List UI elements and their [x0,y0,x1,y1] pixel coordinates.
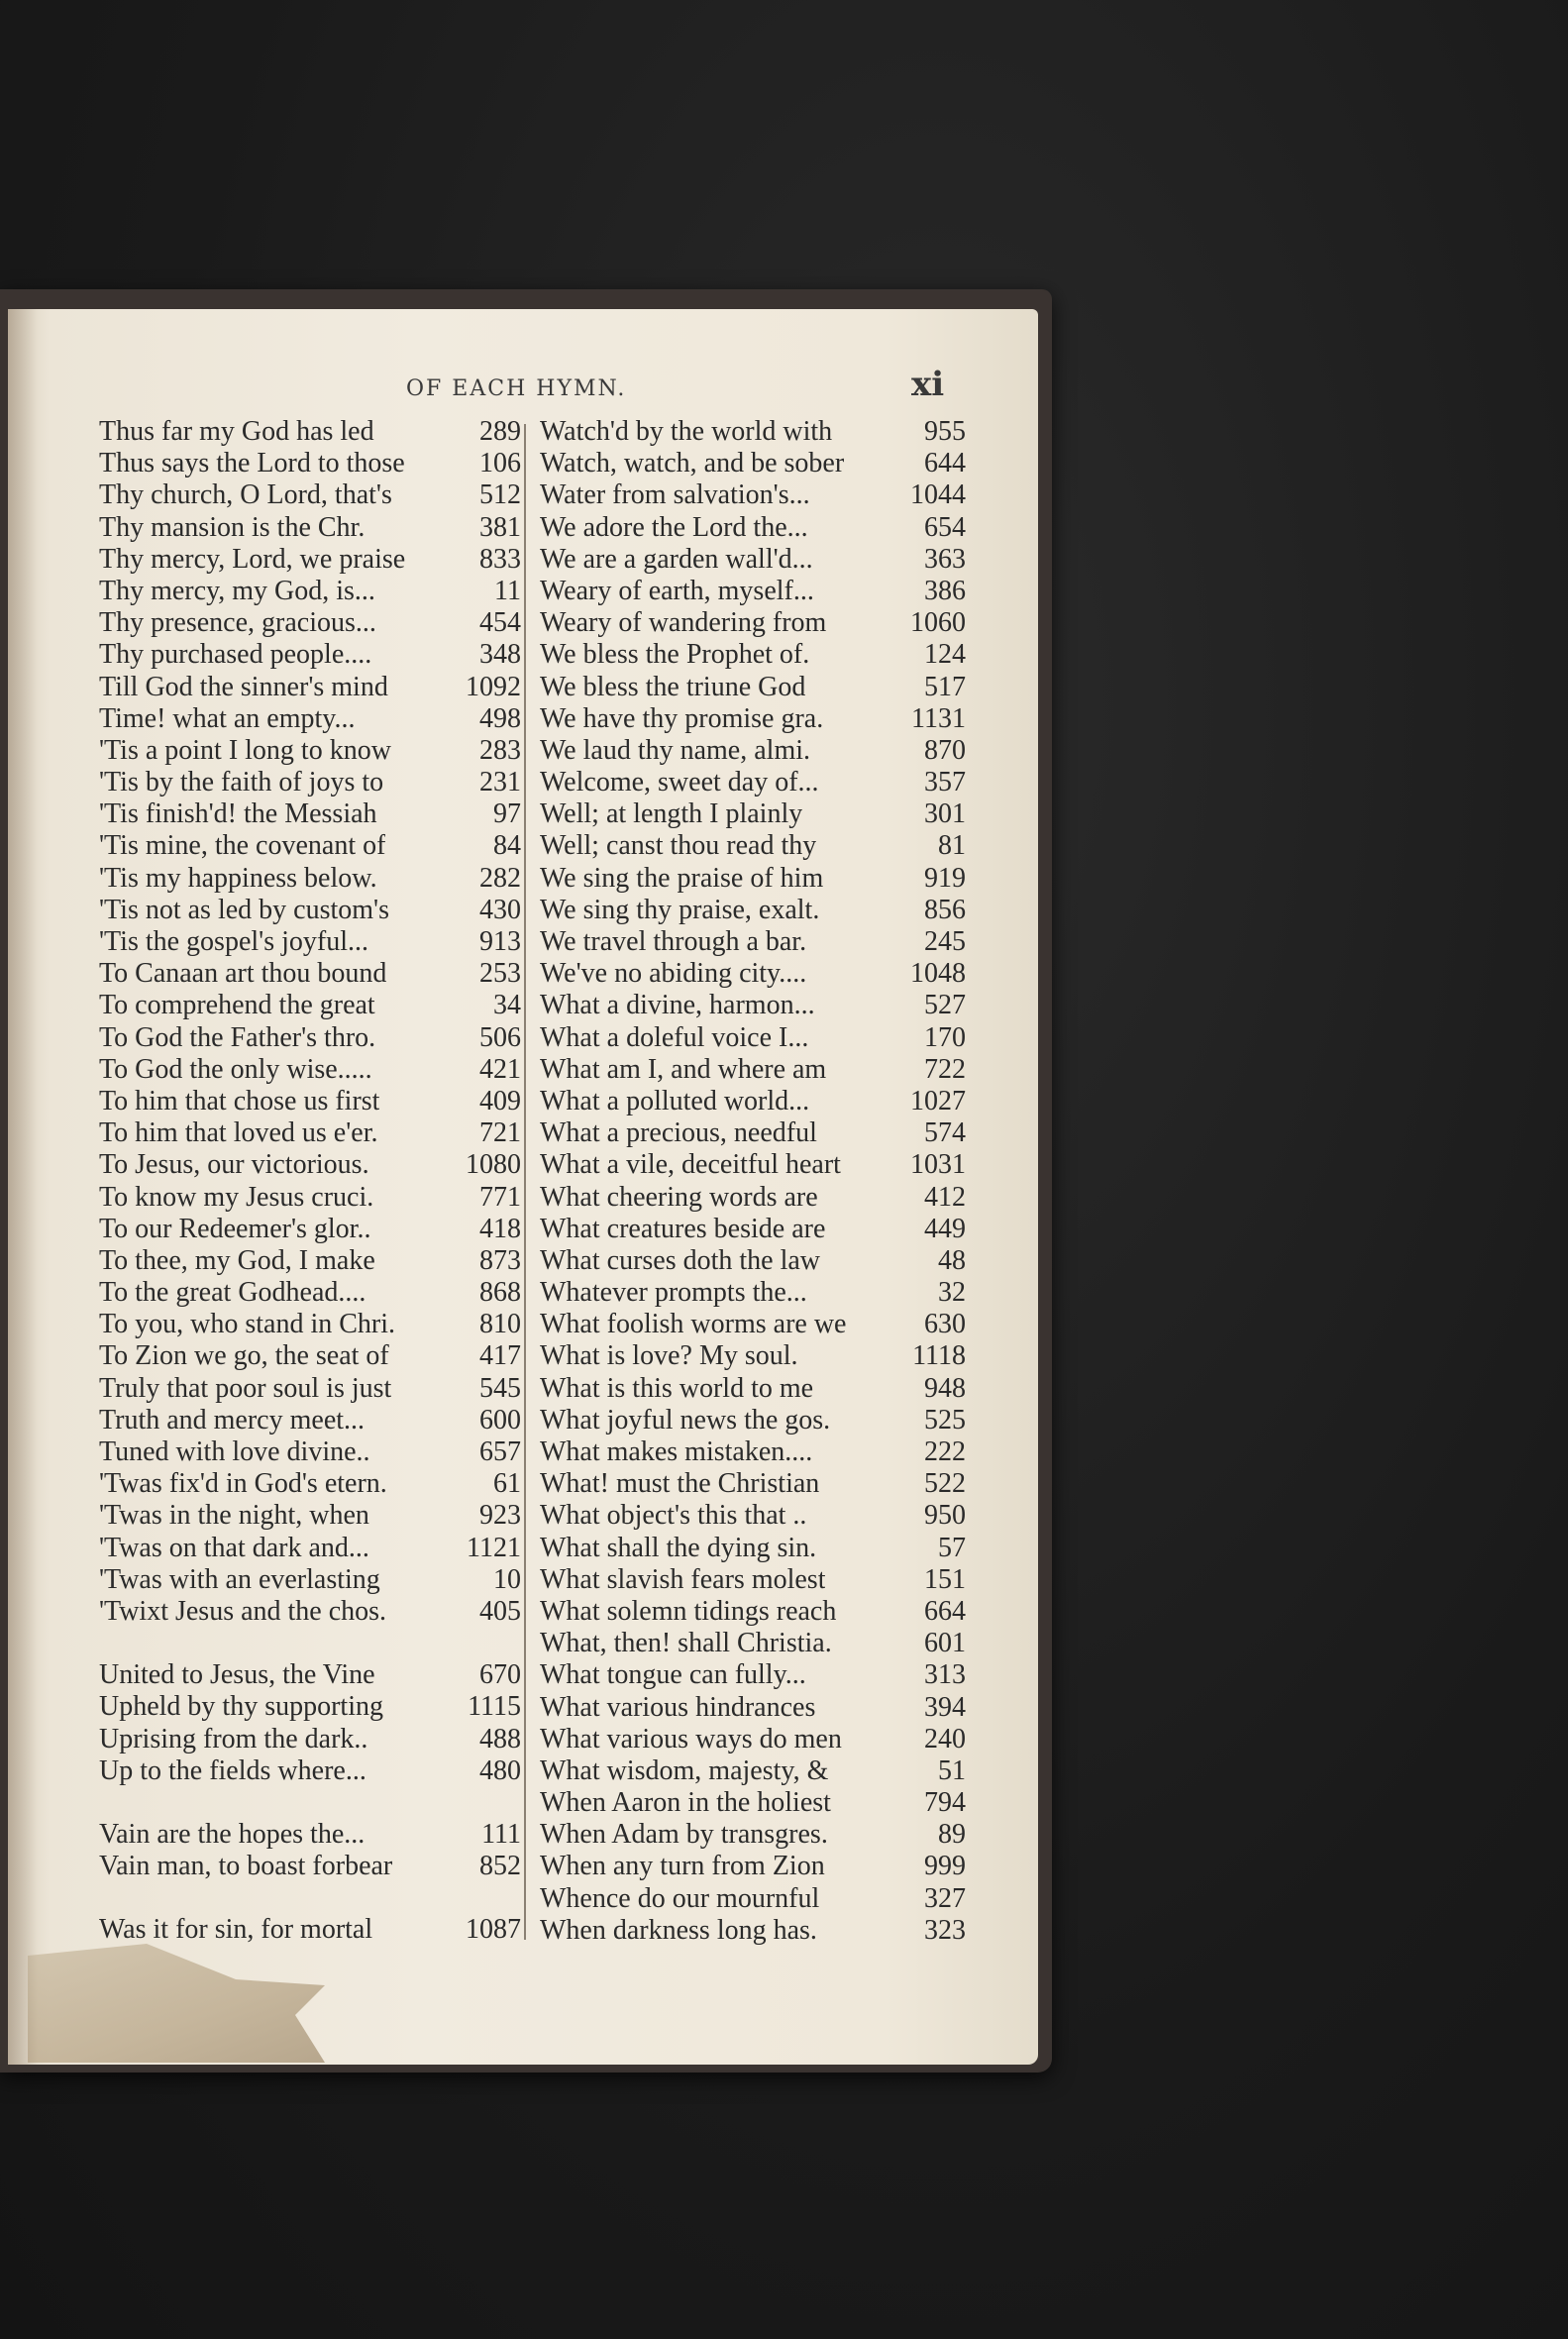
hymn-number: 657 [479,1436,521,1467]
hymn-first-line: Tuned with love divine.. [99,1436,370,1467]
hymn-first-line: To the great Godhead.... [99,1277,366,1309]
index-entry [540,958,966,990]
hymn-number: 574 [924,1117,966,1149]
index-entry [99,1022,521,1054]
index-entry [99,479,521,511]
index-entry [540,1500,966,1532]
section-gap [99,1628,521,1659]
index-entry [540,416,966,448]
hymn-first-line: When any turn from Zion [540,1851,825,1882]
hymn-first-line: 'Tis the gospel's joyful... [99,926,368,957]
hymn-number: 394 [924,1691,966,1723]
index-entry [540,926,966,958]
index-entry [99,1596,521,1628]
hymn-number: 386 [924,575,966,606]
index-entry [540,479,966,511]
index-entry [99,1149,521,1181]
index-entry [540,1214,966,1245]
index-entry [99,703,521,735]
hymn-number: 151 [924,1563,966,1595]
hymn-number: 381 [479,511,521,543]
hymn-first-line: 'Twas fix'd in God's etern. [99,1468,387,1500]
index-entry [99,1914,521,1946]
hymn-number: 506 [479,1021,521,1053]
index-entry [99,1309,521,1340]
hymn-first-line: 'Twas on that dark and... [99,1532,369,1563]
hymn-first-line: Thy presence, gracious... [99,607,376,639]
index-entry [540,672,966,703]
index-entry [99,1819,521,1851]
index-entry [99,1340,521,1372]
hymn-first-line: We've no abiding city.... [540,958,807,990]
hymn-first-line: Thus far my God has led [99,416,374,447]
hymn-first-line: What a precious, needful [540,1117,817,1149]
hymn-first-line: To our Redeemer's glor.. [99,1213,371,1244]
index-entry [540,576,966,607]
hymn-first-line: What, then! shall Christia. [540,1628,832,1659]
hymn-first-line: To God the only wise..... [99,1053,372,1085]
hymn-first-line: 'Tis mine, the covenant of [99,830,386,862]
hymn-first-line: To comprehend the great [99,990,375,1021]
hymn-first-line: Uprising from the dark.. [99,1723,368,1754]
index-entry [99,1468,521,1500]
index-entry [540,1692,966,1724]
hymn-first-line: What cheering words are [540,1181,818,1213]
index-entry [99,576,521,607]
hymn-first-line: What various hindrances [540,1691,816,1723]
index-entry [540,1468,966,1500]
hymn-number: 11 [494,575,521,606]
hymn-number: 405 [479,1595,521,1627]
hymn-number: 1048 [910,958,966,990]
hymn-first-line: To Canaan art thou bound [99,958,387,990]
index-entry [99,1724,521,1755]
hymn-first-line: Well; canst thou read thy [540,830,817,862]
hymn-number: 222 [924,1436,966,1467]
hymn-number: 923 [479,1500,521,1532]
hymn-first-line: Upheld by thy supporting [99,1691,383,1723]
hymn-number: 512 [479,479,521,511]
hymn-number: 253 [479,958,521,990]
index-entry [99,512,521,544]
hymn-number: 794 [924,1787,966,1819]
hymn-number: 600 [479,1404,521,1435]
hymn-number: 664 [924,1595,966,1627]
hymn-first-line: What various ways do men [540,1723,842,1754]
hymn-number: 948 [924,1372,966,1404]
hymn-first-line: What joyful news the gos. [540,1404,831,1435]
index-entry [540,1182,966,1214]
index-entry [540,1851,966,1882]
hymn-number: 527 [924,990,966,1021]
hymn-first-line: Weary of wandering from [540,607,827,639]
hymn-first-line: Thus says the Lord to those [99,448,405,479]
page-header [0,365,1568,416]
hymn-first-line: What curses doth the law [540,1244,821,1276]
hymn-first-line: What object's this that .. [540,1500,807,1532]
index-entry [540,830,966,862]
hymn-number: 363 [924,543,966,575]
hymn-first-line: We adore the Lord the... [540,511,808,543]
index-entry [540,544,966,576]
index-entry [99,607,521,639]
index-entry [540,1628,966,1659]
hymn-first-line: 'Twas in the night, when [99,1500,369,1532]
hymn-first-line: We sing thy praise, exalt. [540,894,820,925]
index-entry [99,1851,521,1882]
hymn-number: 545 [479,1372,521,1404]
hymn-number: 57 [938,1532,966,1563]
hymn-first-line: 'Tis by the faith of joys to [99,767,384,798]
index-entry [540,1564,966,1596]
index-entry [99,767,521,798]
index-entry [540,607,966,639]
hymn-number: 913 [479,926,521,957]
index-entry [540,798,966,830]
hymn-number: 1092 [466,671,521,702]
hymn-first-line: When Aaron in the holiest [540,1787,831,1819]
hymn-first-line: What slavish fears molest [540,1563,826,1595]
hymn-first-line: Welcome, sweet day of... [540,767,819,798]
torn-corner [28,1944,325,2063]
index-entry [99,926,521,958]
page-number: xi [911,365,945,404]
hymn-number: 856 [924,894,966,925]
index-entry [540,1022,966,1054]
hymn-first-line: Whence do our mournful [540,1882,820,1914]
index-entry [540,1915,966,1947]
index-entry [540,1373,966,1405]
index-entry [540,1596,966,1628]
hymn-first-line: We travel through a bar. [540,926,807,957]
hymn-number: 412 [924,1181,966,1213]
hymn-number: 430 [479,894,521,925]
hymn-number: 919 [924,862,966,894]
index-entry [540,448,966,479]
hymn-first-line: What is love? My soul. [540,1340,798,1372]
index-entry [540,1086,966,1117]
hymn-first-line: Thy mercy, Lord, we praise [99,543,406,575]
hymn-first-line: Truth and mercy meet... [99,1404,366,1435]
hymn-number: 449 [924,1213,966,1244]
index-entry [99,1533,521,1564]
hymn-number: 1080 [466,1149,521,1181]
index-entry [99,1405,521,1436]
index-entry [540,1755,966,1787]
hymn-first-line: 'Tis finish'd! the Messiah [99,798,377,830]
hymn-number: 955 [924,416,966,447]
index-entry [540,1277,966,1309]
hymn-number: 950 [924,1500,966,1532]
hymn-number: 421 [479,1053,521,1085]
hymn-first-line: What am I, and where am [540,1053,827,1085]
hymn-number: 1121 [467,1532,521,1563]
index-entry [540,703,966,735]
index-entry [99,639,521,671]
hymn-first-line: To God the Father's thro. [99,1021,376,1053]
index-entry [99,1245,521,1277]
hymn-number: 852 [479,1851,521,1882]
index-entry [99,1277,521,1309]
hymn-number: 630 [924,1309,966,1340]
hymn-first-line: Whatever prompts the... [540,1277,807,1309]
hymn-first-line: What a vile, deceitful heart [540,1149,841,1181]
hymn-number: 32 [938,1277,966,1309]
index-entry [99,1373,521,1405]
running-head: OF EACH HYMN. [406,376,627,401]
hymn-first-line: To him that loved us e'er. [99,1117,378,1149]
hymn-first-line: Vain man, to boast forbear [99,1851,393,1882]
hymn-number: 525 [924,1404,966,1435]
hymn-number: 833 [479,543,521,575]
hymn-first-line: United to Jesus, the Vine [99,1659,375,1691]
hymn-number: 409 [479,1085,521,1116]
index-entry [99,1182,521,1214]
hymn-number: 170 [924,1021,966,1053]
hymn-first-line: To you, who stand in Chri. [99,1309,396,1340]
hymn-number: 644 [924,448,966,479]
index-entry [99,1086,521,1117]
index-entry [99,544,521,576]
index-entry [99,1214,521,1245]
hymn-first-line: Vain are the hopes the... [99,1818,366,1850]
hymn-first-line: What tongue can fully... [540,1659,806,1691]
index-entry [99,1755,521,1787]
hymn-number: 810 [479,1309,521,1340]
hymn-number: 84 [493,830,521,862]
hymn-first-line: What solemn tidings reach [540,1595,837,1627]
index-column-left [99,416,521,1946]
index-entry [99,990,521,1021]
hymn-number: 51 [938,1754,966,1786]
hymn-number: 348 [479,639,521,671]
index-entry [540,1054,966,1086]
hymn-first-line: We are a garden wall'd... [540,543,813,575]
index-entry [540,1724,966,1755]
hymn-number: 48 [938,1244,966,1276]
index-entry [99,1054,521,1086]
index-entry [540,1117,966,1149]
hymn-first-line: Weary of earth, myself... [540,575,814,606]
hymn-number: 488 [479,1723,521,1754]
index-entry [540,895,966,926]
hymn-first-line: To Zion we go, the seat of [99,1340,389,1372]
hymn-number: 722 [924,1053,966,1085]
section-gap [99,1787,521,1819]
hymn-number: 327 [924,1882,966,1914]
index-entry [540,1436,966,1468]
hymn-number: 81 [938,830,966,862]
hymn-number: 357 [924,767,966,798]
hymn-first-line: To know my Jesus cruci. [99,1181,374,1213]
hymn-number: 89 [938,1819,966,1851]
index-entry [99,416,521,448]
hymn-number: 323 [924,1914,966,1946]
index-entry [540,767,966,798]
index-entry [99,1564,521,1596]
hymn-first-line: We bless the Prophet of. [540,639,810,671]
index-entry [540,1659,966,1691]
index-entry [540,990,966,1021]
hymn-number: 1027 [910,1085,966,1116]
hymn-number: 1087 [466,1914,521,1946]
hymn-first-line: To him that chose us first [99,1085,380,1116]
index-entry [99,735,521,767]
hymn-number: 670 [479,1659,521,1691]
hymn-number: 454 [479,607,521,639]
hymn-number: 240 [924,1723,966,1754]
index-entry [540,735,966,767]
section-gap [99,1882,521,1914]
hymn-first-line: Time! what an empty... [99,702,356,734]
hymn-first-line: Thy mercy, my God, is... [99,575,375,606]
hymn-number: 418 [479,1213,521,1244]
hymn-number: 480 [479,1754,521,1786]
hymn-number: 517 [924,671,966,702]
index-entry [99,672,521,703]
hymn-first-line: We sing the praise of him [540,862,824,894]
hymn-first-line: 'Tis not as led by custom's [99,894,389,925]
hymn-number: 282 [479,862,521,894]
hymn-number: 283 [479,734,521,766]
index-entry [540,1883,966,1915]
hymn-first-line: 'Twas with an everlasting [99,1563,380,1595]
index-entry [99,958,521,990]
hymn-number: 289 [479,416,521,447]
hymn-number: 313 [924,1659,966,1691]
index-entry [540,1309,966,1340]
hymn-number: 999 [924,1851,966,1882]
hymn-first-line: Was it for sin, for mortal [99,1914,373,1946]
index-entry [540,512,966,544]
hymn-first-line: 'Tis my happiness below. [99,862,377,894]
hymn-first-line: When Adam by transgres. [540,1819,828,1851]
hymn-number: 1115 [468,1691,521,1723]
hymn-number: 301 [924,798,966,830]
index-entry [540,1787,966,1819]
hymn-number: 721 [479,1117,521,1149]
hymn-first-line: What a doleful voice I... [540,1021,809,1053]
hymn-number: 1118 [912,1340,966,1372]
index-column-right [540,416,966,1947]
hymn-first-line: What foolish worms are we [540,1309,847,1340]
index-entry [99,895,521,926]
hymn-number: 417 [479,1340,521,1372]
hymn-first-line: Well; at length I plainly [540,798,803,830]
index-entry [540,1340,966,1372]
hymn-first-line: What makes mistaken.... [540,1436,813,1467]
index-entry [540,863,966,895]
hymn-number: 124 [924,639,966,671]
hymn-first-line: What creatures beside are [540,1213,826,1244]
hymn-number: 873 [479,1244,521,1276]
hymn-number: 97 [493,798,521,830]
column-divider [524,424,526,1940]
hymn-number: 601 [924,1628,966,1659]
hymn-number: 1131 [911,702,966,734]
index-entry [540,1819,966,1851]
hymn-first-line: Thy church, O Lord, that's [99,479,392,511]
hymn-number: 654 [924,511,966,543]
hymn-number: 111 [481,1818,521,1850]
index-entry [99,1500,521,1532]
hymn-first-line: We laud thy name, almi. [540,734,810,766]
index-entry [99,830,521,862]
hymn-first-line: Water from salvation's... [540,479,810,511]
hymn-number: 868 [479,1277,521,1309]
hymn-first-line: What a divine, harmon... [540,990,815,1021]
hymn-first-line: To thee, my God, I make [99,1244,375,1276]
hymn-number: 1060 [910,607,966,639]
index-entry [99,1659,521,1691]
hymn-first-line: Watch'd by the world with [540,416,833,447]
hymn-first-line: We bless the triune God [540,671,806,702]
index-entry [540,1405,966,1436]
index-entry [99,448,521,479]
hymn-first-line: Truly that poor soul is just [99,1372,392,1404]
hymn-first-line: When darkness long has. [540,1914,817,1946]
hymn-number: 522 [924,1468,966,1500]
index-entry [99,1691,521,1723]
hymn-first-line: 'Twixt Jesus and the chos. [99,1595,387,1627]
index-entry [540,1245,966,1277]
hymn-first-line: We have thy promise gra. [540,702,824,734]
index-entry [99,863,521,895]
hymn-first-line: What wisdom, majesty, & [540,1754,829,1786]
hymn-number: 498 [479,702,521,734]
hymn-number: 34 [493,990,521,1021]
hymn-number: 245 [924,926,966,957]
hymn-first-line: Watch, watch, and be sober [540,448,845,479]
index-entry [540,1533,966,1564]
index-entry [99,1117,521,1149]
hymn-number: 231 [479,767,521,798]
hymn-first-line: What shall the dying sin. [540,1532,817,1563]
index-entry [99,1436,521,1468]
hymn-number: 106 [479,448,521,479]
index-entry [540,639,966,671]
hymn-first-line: What is this world to me [540,1372,814,1404]
hymn-first-line: Thy purchased people.... [99,639,372,671]
hymn-first-line: What! must the Christian [540,1468,820,1500]
hymn-first-line: Till God the sinner's mind [99,671,388,702]
hymn-first-line: What a polluted world... [540,1085,810,1116]
hymn-number: 1044 [910,479,966,511]
hymn-number: 771 [479,1181,521,1213]
hymn-first-line: To Jesus, our victorious. [99,1149,369,1181]
hymn-number: 10 [493,1563,521,1595]
hymn-number: 870 [924,734,966,766]
hymn-first-line: 'Tis a point I long to know [99,734,391,766]
hymn-number: 61 [493,1468,521,1500]
hymn-first-line: Up to the fields where... [99,1754,366,1786]
hymn-first-line: Thy mansion is the Chr. [99,511,366,543]
index-entry [540,1149,966,1181]
hymn-number: 1031 [910,1149,966,1181]
index-entry [99,798,521,830]
